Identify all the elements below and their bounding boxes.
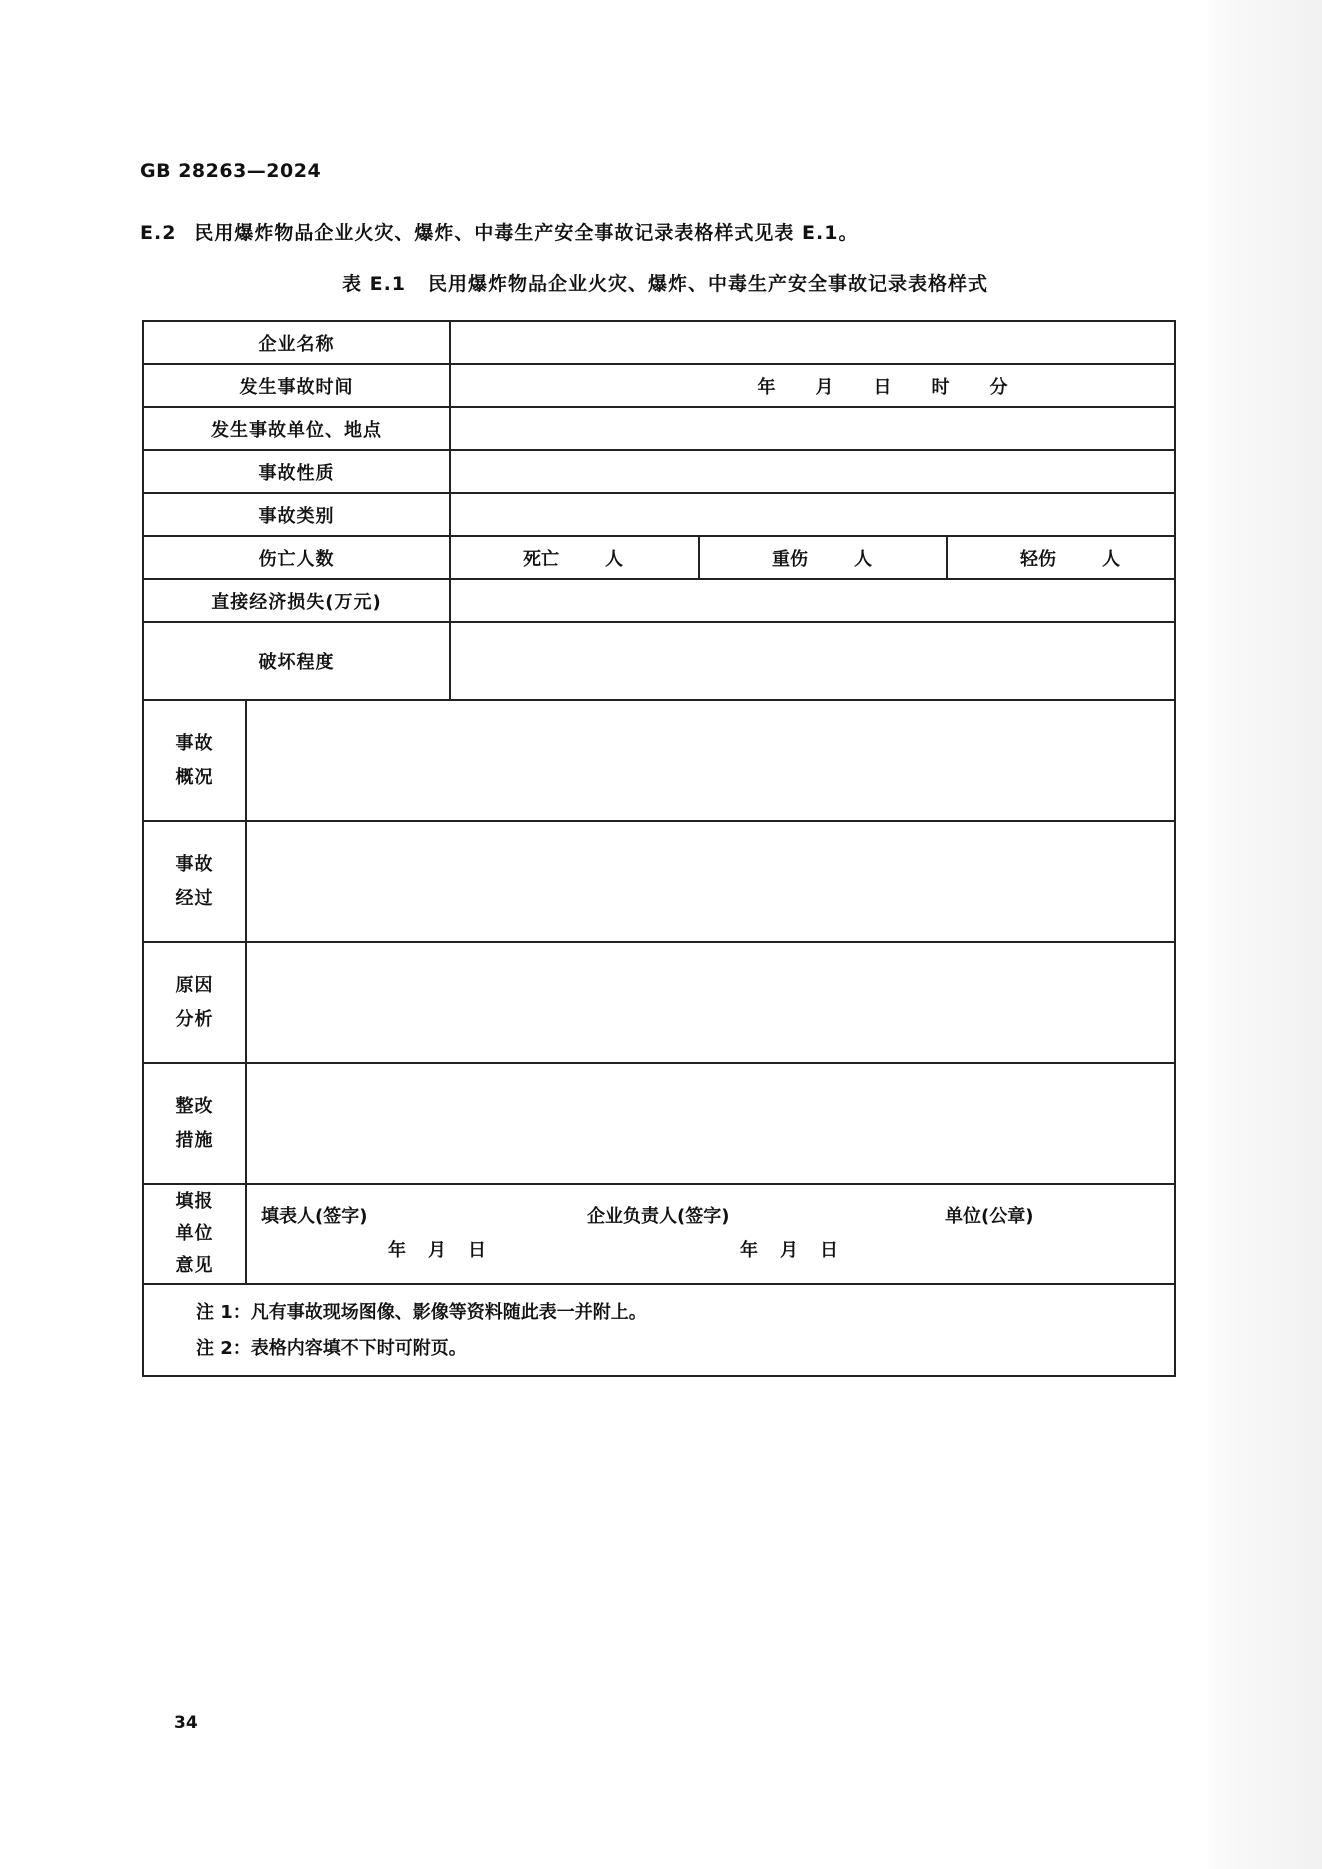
table-caption bbox=[140, 269, 1190, 296]
standard-code: GB 28263—2024 bbox=[140, 160, 322, 182]
principal-date-day: 日 bbox=[820, 1240, 838, 1261]
unit-month: 月 bbox=[815, 376, 834, 398]
filler-signature-label: 填表人(签字) bbox=[261, 1206, 368, 1227]
opinion-label-line1: 填报 bbox=[175, 1191, 214, 1212]
opinion-label-line3: 意见 bbox=[175, 1255, 214, 1276]
damage-field[interactable] bbox=[450, 622, 1175, 700]
cause-label-line1: 原因 bbox=[175, 974, 214, 996]
rectify-label-line1: 整改 bbox=[175, 1095, 214, 1117]
filler-date-day: 日 bbox=[468, 1240, 486, 1261]
economic-loss-field[interactable] bbox=[450, 579, 1175, 622]
row-company-name bbox=[143, 321, 1175, 364]
overview-label-line1: 事故 bbox=[175, 732, 214, 754]
row-process bbox=[143, 821, 1175, 942]
deaths-label: 死亡 bbox=[523, 548, 559, 570]
company-name-field[interactable] bbox=[450, 321, 1175, 364]
unit-year: 年 bbox=[757, 376, 776, 398]
nature-field[interactable] bbox=[450, 450, 1175, 493]
opinion-label-line2: 单位 bbox=[175, 1223, 214, 1244]
row-category bbox=[143, 493, 1175, 536]
table-number: 表 E.1 bbox=[341, 273, 407, 295]
unit-hour: 时 bbox=[931, 376, 950, 398]
row-casualties bbox=[143, 536, 1175, 579]
intro-text: 民用爆炸物品企业火灾、爆炸、中毒生产安全事故记录表格样式见表 E.1。 bbox=[194, 222, 859, 244]
process-label-line1: 事故 bbox=[175, 853, 214, 875]
row-nature bbox=[143, 450, 1175, 493]
rectify-label-line2: 措施 bbox=[175, 1129, 214, 1151]
intro-paragraph bbox=[140, 218, 858, 245]
overview-label-line2: 概况 bbox=[175, 766, 214, 788]
signature-block bbox=[247, 1185, 1174, 1283]
cause-field[interactable] bbox=[246, 942, 1175, 1063]
category-label: 事故类别 bbox=[143, 493, 450, 536]
page-edge-shadow bbox=[1208, 0, 1322, 1869]
time-units bbox=[451, 373, 1174, 399]
minor-injury-unit: 人 bbox=[1102, 548, 1120, 570]
location-field[interactable] bbox=[450, 407, 1175, 450]
principal-date-year: 年 bbox=[740, 1240, 758, 1261]
opinion-label bbox=[143, 1184, 246, 1284]
page-number: 34 bbox=[174, 1713, 198, 1733]
cause-label-line2: 分析 bbox=[175, 1008, 214, 1030]
nature-label: 事故性质 bbox=[143, 450, 450, 493]
filler-date-year: 年 bbox=[388, 1240, 406, 1261]
serious-injury-unit: 人 bbox=[854, 548, 872, 570]
row-economic-loss bbox=[143, 579, 1175, 622]
row-damage bbox=[143, 622, 1175, 700]
accident-time-label: 发生事故时间 bbox=[143, 364, 450, 407]
row-location bbox=[143, 407, 1175, 450]
process-field[interactable] bbox=[246, 821, 1175, 942]
row-accident-time bbox=[143, 364, 1175, 407]
casualty-label: 伤亡人数 bbox=[143, 536, 450, 579]
process-label-line2: 经过 bbox=[175, 887, 214, 909]
overview-label bbox=[143, 700, 246, 821]
note-2: 注 2：表格内容填不下时可附页。 bbox=[196, 1338, 467, 1359]
principal-date-month: 月 bbox=[780, 1240, 798, 1261]
filler-date-month: 月 bbox=[428, 1240, 446, 1261]
note-1: 注 1：凡有事故现场图像、影像等资料随此表一并附上。 bbox=[196, 1302, 647, 1323]
deaths-field[interactable] bbox=[450, 536, 699, 579]
serious-injury-label: 重伤 bbox=[772, 548, 808, 570]
rectify-label bbox=[143, 1063, 246, 1184]
accident-record-form bbox=[142, 320, 1176, 1377]
overview-field[interactable] bbox=[246, 700, 1175, 821]
company-name-label: 企业名称 bbox=[143, 321, 450, 364]
row-cause bbox=[143, 942, 1175, 1063]
row-notes bbox=[143, 1284, 1175, 1376]
minor-injury-label: 轻伤 bbox=[1020, 548, 1056, 570]
row-opinion bbox=[143, 1184, 1175, 1284]
economic-loss-label: 直接经济损失(万元) bbox=[143, 579, 450, 622]
minor-injury-field[interactable] bbox=[947, 536, 1175, 579]
table-title: 民用爆炸物品企业火灾、爆炸、中毒生产安全事故记录表格样式 bbox=[428, 273, 989, 295]
principal-signature-label: 企业负责人(签字) bbox=[587, 1206, 730, 1227]
notes-cell bbox=[143, 1284, 1175, 1376]
process-label bbox=[143, 821, 246, 942]
cause-label bbox=[143, 942, 246, 1063]
accident-time-field[interactable] bbox=[450, 364, 1175, 407]
row-overview bbox=[143, 700, 1175, 821]
section-number: E.2 bbox=[140, 222, 177, 244]
opinion-field[interactable] bbox=[246, 1184, 1175, 1284]
row-rectify bbox=[143, 1063, 1175, 1184]
unit-seal-label: 单位(公章) bbox=[945, 1206, 1034, 1227]
unit-day: 日 bbox=[873, 376, 892, 398]
category-field[interactable] bbox=[450, 493, 1175, 536]
rectify-field[interactable] bbox=[246, 1063, 1175, 1184]
serious-injury-field[interactable] bbox=[699, 536, 947, 579]
unit-minute: 分 bbox=[989, 376, 1008, 398]
deaths-unit: 人 bbox=[605, 548, 623, 570]
damage-label: 破坏程度 bbox=[143, 622, 450, 700]
location-label: 发生事故单位、地点 bbox=[143, 407, 450, 450]
